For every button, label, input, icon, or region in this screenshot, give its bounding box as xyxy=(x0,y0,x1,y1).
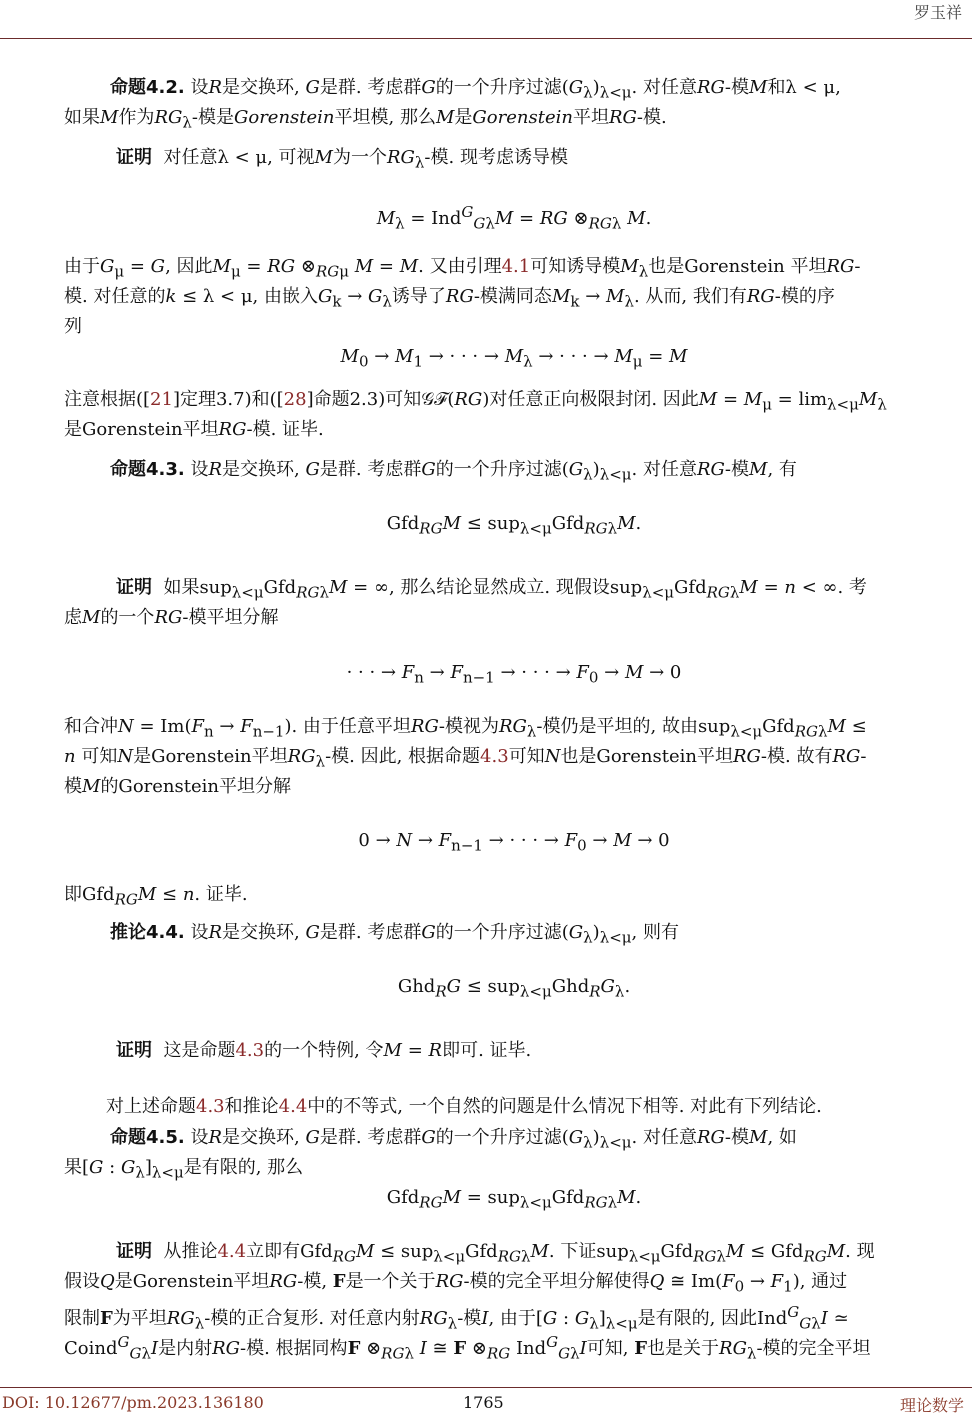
paragraph1-line1: 由于$G_\mu = G$, 因此$M_\mu$ = RG $\otimes_{RG\mu}$ M = M. 又由引理4.1可知诱导模$M_\lambda$也是Gorenstein 平坦RG- xyxy=(64,256,861,281)
proof45-line4: Coind$^G_{G\lambda}$I是内射RG-模. 根据同构F $\otimes_{RG\lambda}$ I ≅ F $\otimes_{RG}$ Ind$^G_{G\lambda}$I可知, F也是关于$RG_\lambda-$模的完全平坦 xyxy=(64,1333,871,1363)
prop45-line1: 命题4.5. 设R是交换环, G是群. 考虑群G的一个升序过滤$(G_\lambda)_{\lambda<\mu}$. 对任意RG-模M, 如 xyxy=(110,1127,797,1152)
page-number: 1765 xyxy=(463,1393,504,1412)
paragraph4: 即Gfd$_{RG}$M ≤ n. 证毕. xyxy=(64,884,248,909)
proof43-line1: 证明 如果sup$_{\lambda<\mu}$Gfd$_{RG\lambda}$M = ∞, 那么结论显然成立. 现假设sup$_{\lambda<\mu}$Gfd$_{RG\lambda}$M = n < ∞. 考 xyxy=(116,577,867,602)
paragraph3-line1: 和合冲$N = Im(F_n \to F_{n-1})$. 由于任意平坦RG-模视为$RG_\lambda-$模仍是平坦的, 故由sup$_{\lambda<\mu}$Gfd$_{RG\lambda}$M ≤ xyxy=(64,716,867,741)
doi-link[interactable]: DOI: 10.12677/pm.2023.136180 xyxy=(2,1393,264,1412)
paragraph2-line1: 注意根据([21]定理3.7)和([28]命题2.3)可知𝒢ℱ(RG)对任意正向极限封闭. 因此$M = M_\mu = \lim_{\lambda<\mu}M_\lambda$ xyxy=(64,389,887,414)
equation-sequence: $M_0 \to M_1$ → · · · → $M_\lambda$ → · · · → $M_\mu = M$ xyxy=(340,346,688,371)
equation-inequality: Gfd$_{RG}$M ≤ sup$_{\lambda<\mu}$Gfd$_{RG\lambda}$M. xyxy=(386,513,642,538)
equation-equality: Gfd$_{RG}$M = sup$_{\lambda<\mu}$Gfd$_{RG\lambda}$M. xyxy=(386,1187,642,1212)
proof45-line3: 限制F为平坦$RG_\lambda-$模的正合复形. 对任意内射$RG_\lambda-$模I, 由于[G : $G_\lambda]_{\lambda<\mu}$是有限的, 因此Ind$^G_{G\lambda}$I ≃ xyxy=(64,1303,849,1333)
paragraph3-line2: n 可知N是Gorenstein平坦$RG_\lambda-$模. 因此, 根据命题4.3可知N也是Gorenstein平坦RG-模. 故有RG- xyxy=(64,746,867,771)
corollary44: 推论4.4. 设R是交换环, G是群. 考虑群G的一个升序过滤$(G_\lambda)_{\lambda<\mu}$, 则有 xyxy=(110,922,679,947)
footer-rule xyxy=(0,1387,972,1388)
proof45-line2: 假设Q是Gorenstein平坦RG-模, F是一个关于RG-模的完全平坦分解使得Q ≅ $Im(F_0 \to F_1)$, 通过 xyxy=(64,1271,848,1296)
proof43-line2: 虑M的一个RG-模平坦分解 xyxy=(64,607,279,628)
equation-flat-resolution: · · · → $F_n \to F_{n-1}$ → · · · → $F_0 \to M \to 0$ xyxy=(346,662,682,687)
paragraph3-line3: 模M的Gorenstein平坦分解 xyxy=(64,776,291,797)
proof45-line1: 证明 从推论4.4立即有Gfd$_{RG}$M ≤ sup$_{\lambda<\mu}$Gfd$_{RG\lambda}$M. 下证sup$_{\lambda<\mu}$Gfd$_{RG\lambda}$M ≤ Gfd$_{RG}$M. 现 xyxy=(116,1241,875,1266)
header-rule xyxy=(0,38,972,39)
equation-ghd: $Ghd_RG \le sup_{\lambda<\mu}Ghd_RG_\lambda$. xyxy=(397,976,631,1001)
prop45-line2: 果[G : $G_\lambda]_{\lambda<\mu}$是有限的, 那么 xyxy=(64,1157,304,1182)
journal-name[interactable]: 理论数学 xyxy=(899,1396,964,1415)
paragraph5: 对上述命题4.3和推论4.4中的不等式, 一个自然的问题是什么情况下相等. 对此有下列结论. xyxy=(106,1096,822,1117)
paragraph2-line2: 是Gorenstein平坦RG-模. 证毕. xyxy=(64,419,324,440)
proof42-line1: 证明 对任意λ < μ, 可视M为一个$RG_\lambda-$模. 现考虑诱导模 xyxy=(116,147,568,172)
paragraph1-line3: 列 xyxy=(64,316,82,337)
prop42-line1: 命题4.2. 设R是交换环, G是群. 考虑群G的一个升序过滤$(G_\lambda)_{\lambda<\mu}$. 对任意RG-模M和λ < μ, xyxy=(110,77,841,102)
prop43-line1: 命题4.3. 设R是交换环, G是群. 考虑群G的一个升序过滤$(G_\lambda)_{\lambda<\mu}$. 对任意RG-模M, 有 xyxy=(110,459,797,484)
equation-gorenstein-resolution: $0 \to N \to F_{n-1}$ → · · · → $F_0 \to M \to 0$ xyxy=(358,830,670,855)
equation-induced: $M_\lambda = Ind^G_{G\lambda}M$ = RG $\otimes_{RG\lambda}$ M. xyxy=(376,203,652,233)
proof44: 证明 这是命题4.3的一个特例, 令M = R即可. 证毕. xyxy=(116,1040,532,1061)
prop42-line2: 如果M作为$RG_\lambda-$模是Gorenstein平坦模, 那么M是Gorenstein平坦RG-模. xyxy=(64,107,667,132)
author-name: 罗玉祥 xyxy=(913,3,962,22)
paragraph1-line2: 模. 对任意的k ≤ λ < μ, 由嵌入$G_k \to G_\lambda$诱导了RG-模满同态$M_k \to M_\lambda$. 从而, 我们有RG-模的序 xyxy=(64,286,835,311)
